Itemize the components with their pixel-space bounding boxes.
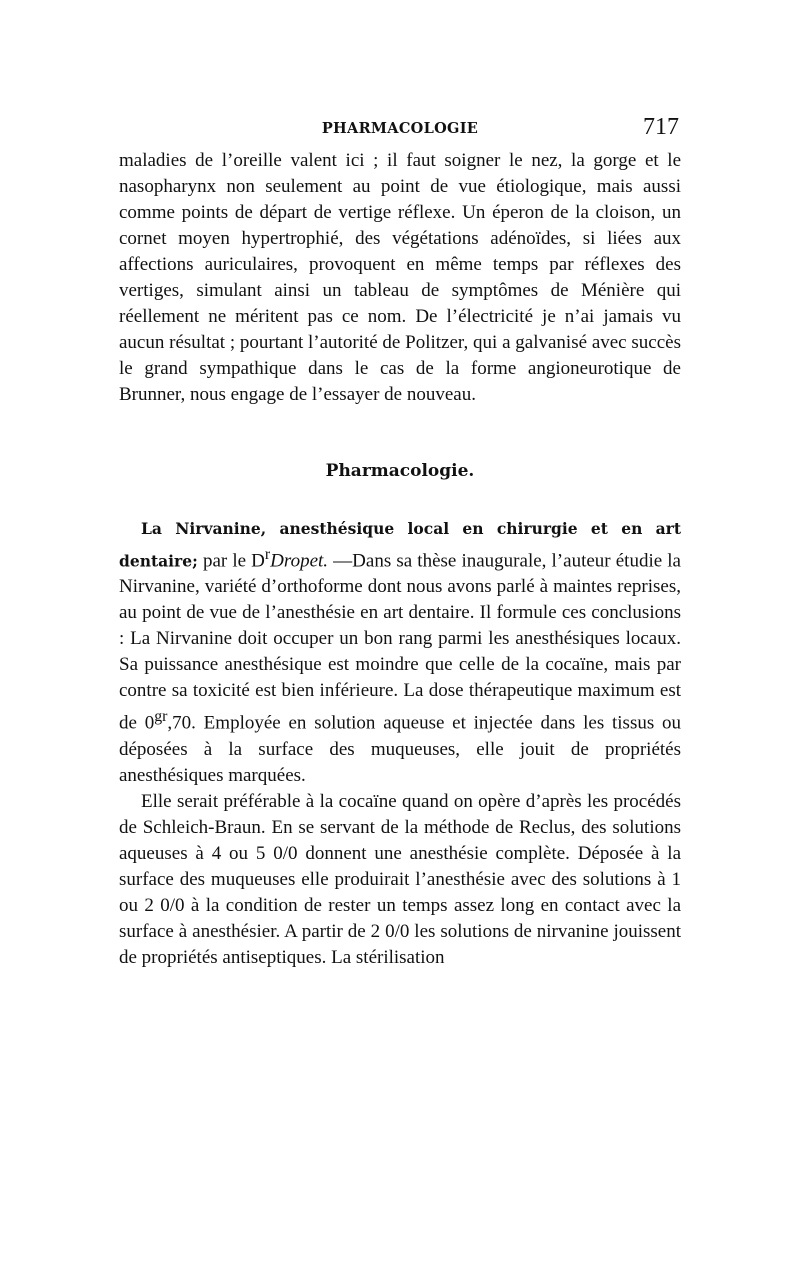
article-body-part2: ,70. Employée en solution aqueuse et injectée dans les tissus ou déposées à la surface des muqueuses, elle jouit de propriétés anesthésiques marquées. <box>119 712 682 786</box>
page-number: 717 <box>643 114 679 140</box>
doctor-superscript: r <box>264 546 271 563</box>
section-title: Pharmacologie. <box>325 461 475 481</box>
article-title: La Nirvanine, anesthésique local en chirurgie et en art dentaire; <box>119 519 681 571</box>
article-paragraph <box>119 516 681 789</box>
running-title: PHARMACOLOGIE <box>321 120 479 137</box>
article-author: Dropet. <box>270 550 329 572</box>
book-page <box>119 108 681 971</box>
dose-superscript: gr <box>154 708 168 726</box>
article-body-part1: —Dans sa thèse inaugurale, l’auteur étudie la Nirvanine, variété d’orthoforme dont nous avons parlé à maintes reprises, au point de vue de l’anesthésie en art dentaire. Il formule ces conclusions : La Nirvanine doit occuper un bon rang parmi les anesthésiques locaux. Sa puissance anesthésique est moindre que celle de la cocaïne, mais par contre sa toxicité est bien inférieure. La dose thérapeutique maximum est de 0 <box>119 550 681 734</box>
second-paragraph: Elle serait préférable à la cocaïne quand on opère d’après les procédés de Schleich-Braun. En se servant de la méthode de Reclus, des solutions aqueuses à 4 ou 5 0/0 donnent une anesthésie complète. Déposée à la surface des muqueuses elle produirait l’anesthésie avec des solutions à 1 ou 2 0/0 à la condition de rester un temps assez long en contact avec la surface à anesthésier. A partir de 2 0/0 les solutions de nirvanine jouissent de propriétés antiseptiques. La stérilisation <box>119 790 681 968</box>
intro-paragraph: maladies de l’oreille valent ici ; il faut soigner le nez, la gorge et le nasopharynx non seulement au point de vue étiologique, mais aussi comme points de départ de vertige réflexe. Un éperon de la cloison, un cornet moyen hypertrophié, des végétations adénoïdes, si liées aux affections auriculaires, provoquent en même temps par réflexes des vertiges, simulant ainsi un tableau de symptômes de Ménière qui réellement ne méritent pas ce nom. De l’électricité je n’ai jamais vu aucun résultat ; pourtant l’autorité de Politzer, qui a galvanisé avec succès le grand sympathique dans le cas de la forme angioneurotique de Brunner, nous engage de l’essayer de nouveau. <box>119 150 681 405</box>
running-head <box>119 108 681 148</box>
article-by: par le D <box>197 550 265 572</box>
